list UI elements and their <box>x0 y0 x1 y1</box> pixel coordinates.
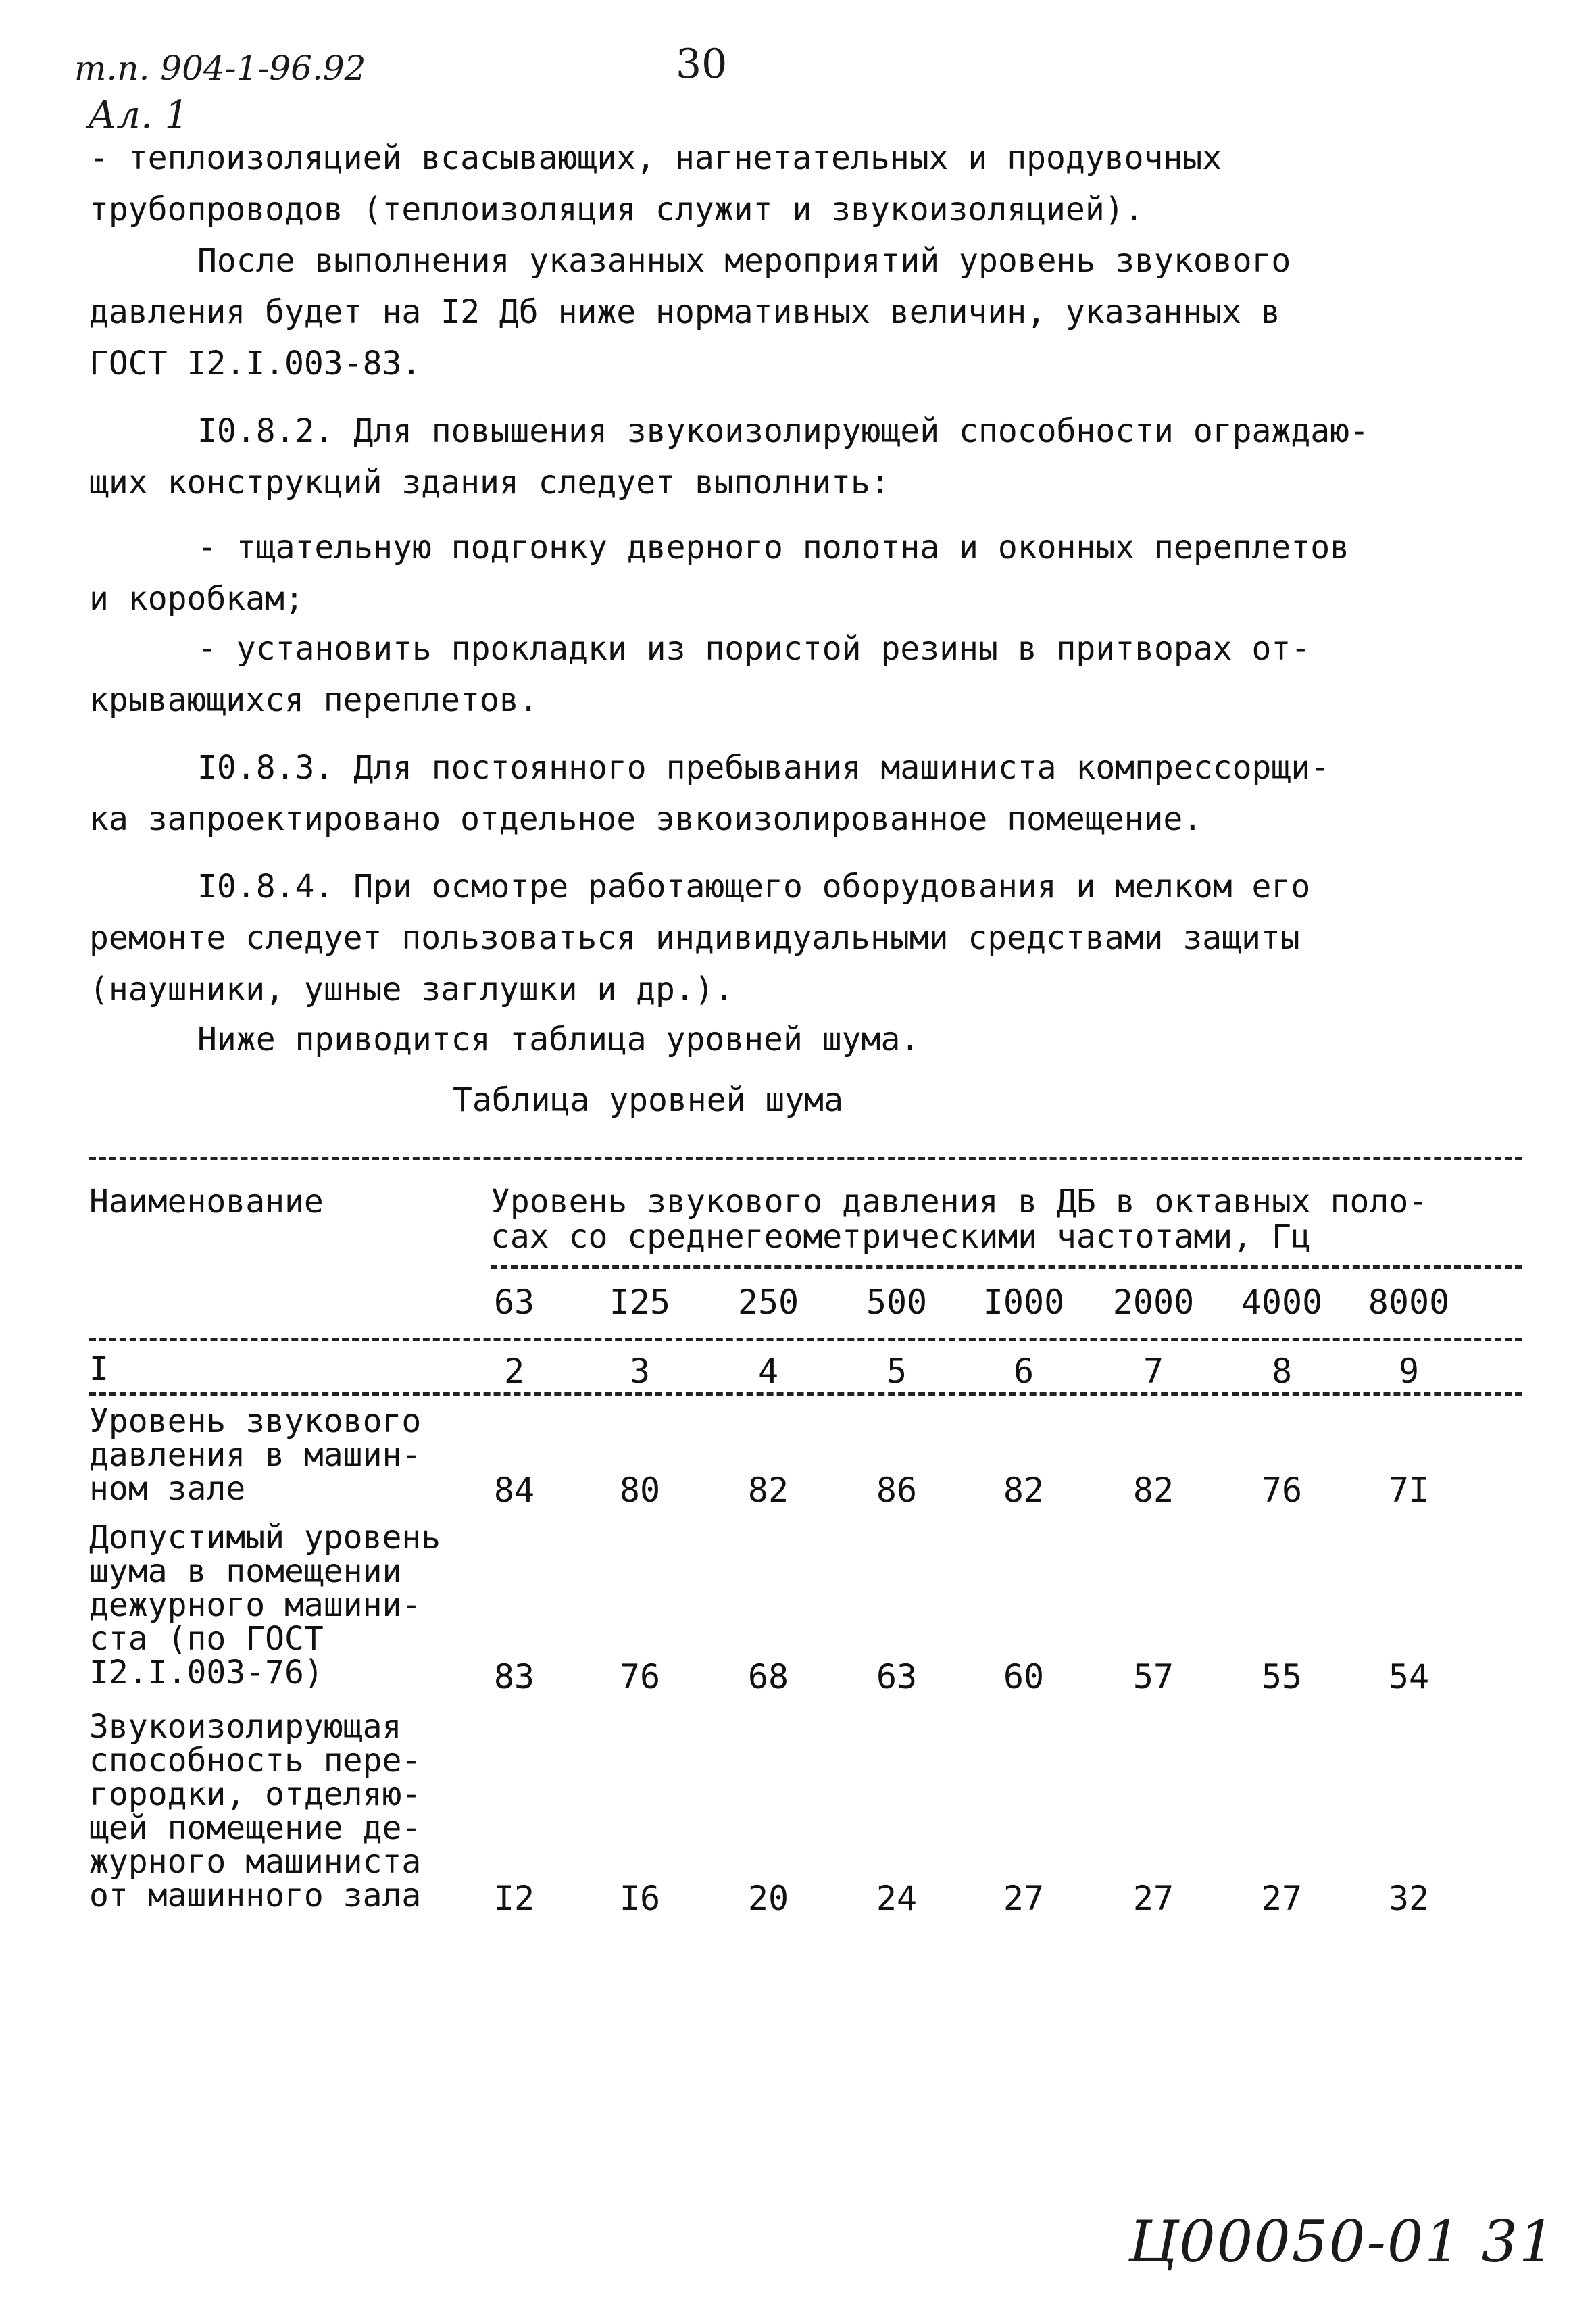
table-cell: 24 <box>876 1879 918 1918</box>
table-cell: 82 <box>747 1471 789 1510</box>
table-cell: 63 <box>876 1657 918 1696</box>
paragraph-10-8-3: I0.8.3. Для постоянного пребывания машиниста компрессорщи- ка запроектировано отдельное эвкоизолированное помещение. <box>89 749 1330 838</box>
column-number: I <box>89 1350 109 1388</box>
frequency-header: 250 <box>737 1283 799 1322</box>
table-header-bottom-rule <box>89 1338 1522 1341</box>
table-cell: 86 <box>876 1471 918 1510</box>
column-number: 7 <box>1143 1352 1164 1391</box>
table-top-rule <box>89 1157 1522 1160</box>
frequency-header: 8000 <box>1368 1283 1450 1322</box>
table-column-number-rule <box>89 1392 1522 1396</box>
table-cell: 76 <box>619 1657 661 1696</box>
table-cell: 57 <box>1132 1657 1174 1696</box>
table-level-header: Уровень звукового давления в ДБ в октавных поло- сах со среднегеометрическими частотами, Гц <box>491 1183 1428 1256</box>
sheet-note: Ал. 1 <box>88 93 189 137</box>
column-number: 9 <box>1398 1352 1420 1391</box>
table-cell: 27 <box>1261 1879 1303 1918</box>
table-cell: I2 <box>493 1879 535 1918</box>
frequency-header: 500 <box>866 1283 928 1322</box>
table-cell: 82 <box>1003 1471 1045 1510</box>
paragraph-rubber-gaskets: - установить прокладки из пористой резины в притворах от- крывающихся переплетов. <box>89 630 1311 719</box>
table-row-label: Допустимый уровень шума в помещении дежурного машини- ста (по ГОСТ I2.I.003-76) <box>89 1519 441 1692</box>
table-cell: 54 <box>1388 1657 1430 1696</box>
paragraph-table-intro: Ниже приводится таблица уровней шума. <box>197 1020 920 1058</box>
table-header-sub-rule <box>491 1265 1522 1269</box>
table-cell: 27 <box>1132 1879 1174 1918</box>
table-cell: 80 <box>619 1471 661 1510</box>
column-number: 5 <box>886 1352 907 1391</box>
column-number: 8 <box>1271 1352 1293 1391</box>
table-cell: 7I <box>1388 1471 1430 1510</box>
document-code: т.п. 904-1-96.92 <box>74 49 366 88</box>
table-cell: I6 <box>619 1879 661 1918</box>
frequency-header: 4000 <box>1241 1283 1323 1322</box>
footer-document-code: Ц00050-01 31 <box>1128 2209 1557 2275</box>
paragraph-sound-level-result: После выполнения указанных мероприятий уровень звукового давления будет на I2 Дб ниже нормативных величин, указанных в ГОСТ I2.I.003-83. <box>89 242 1291 383</box>
table-cell: 60 <box>1003 1657 1045 1696</box>
column-number: 6 <box>1013 1352 1034 1391</box>
table-cell: 82 <box>1132 1471 1174 1510</box>
column-number: 2 <box>503 1352 525 1391</box>
paragraph-10-8-2: I0.8.2. Для повышения звукоизолирующей способности ограждаю- щих конструкций здания следует выполнить: <box>89 412 1369 501</box>
page-number: 30 <box>676 41 728 88</box>
paragraph-door-fitting: - тщательную подгонку дверного полотна и оконных переплетов и коробкам; <box>89 528 1350 618</box>
column-number: 4 <box>757 1352 779 1391</box>
table-cell: 27 <box>1003 1879 1045 1918</box>
table-cell: 32 <box>1388 1879 1430 1918</box>
table-row-label: Звукоизолирующая способность пере- городки, отделяю- щей помещение де- журного машиниста от машинного зала <box>89 1708 422 1915</box>
frequency-header: I000 <box>982 1283 1065 1322</box>
table-cell: 20 <box>747 1879 789 1918</box>
paragraph-thermal-insulation: - теплоизоляцией всасывающих, нагнетательных и продувочных трубопроводов (теплоизоляция служит и звукоизоляцией). <box>89 139 1222 228</box>
column-number: 3 <box>629 1352 651 1391</box>
table-cell: 76 <box>1261 1471 1303 1510</box>
table-cell: 68 <box>747 1657 789 1696</box>
paragraph-10-8-4: I0.8.4. При осмотре работающего оборудования и мелком его ремонте следует пользоваться индивидуальными средствами защиты (наушники, ушные заглушки и др.). <box>89 868 1311 1008</box>
frequency-header: 2000 <box>1112 1283 1195 1322</box>
table-cell: 83 <box>493 1657 535 1696</box>
table-title: Таблица уровней шума <box>453 1081 843 1119</box>
table-cell: 84 <box>493 1471 535 1510</box>
table-cell: 55 <box>1261 1657 1303 1696</box>
table-name-header: Наименование <box>89 1183 324 1221</box>
frequency-header: I25 <box>609 1283 671 1322</box>
frequency-header: 63 <box>493 1283 535 1322</box>
table-row-label: Уровень звукового давления в машин- ном зале <box>89 1402 422 1508</box>
